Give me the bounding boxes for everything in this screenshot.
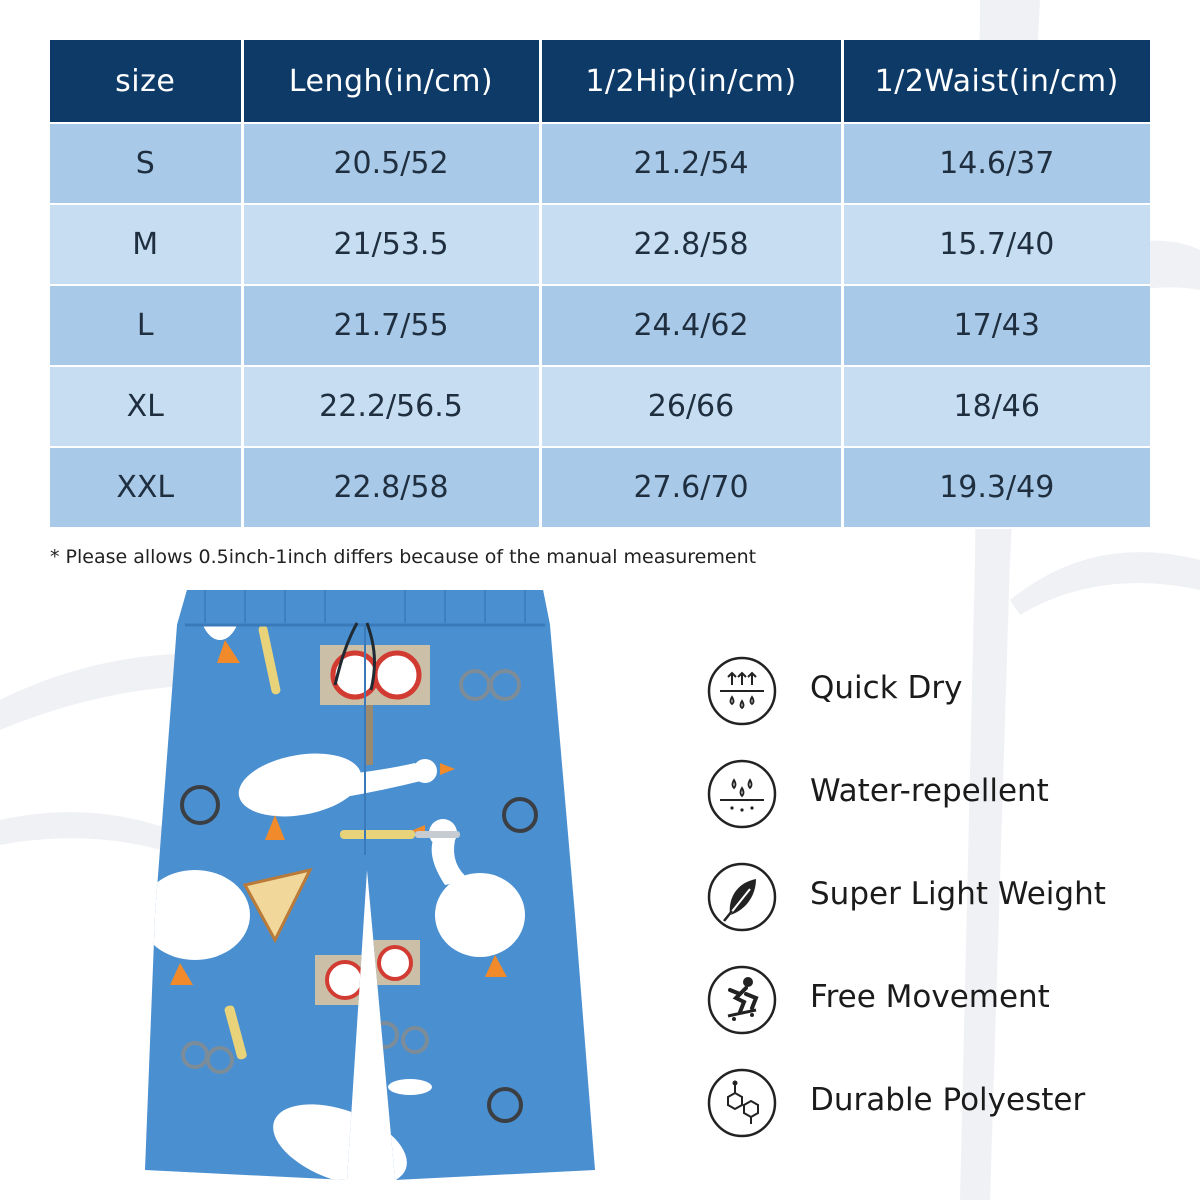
feature-label: Quick Dry	[810, 670, 963, 706]
measurement-note: * Please allows 0.5inch-1inch differs because of the manual measurement	[50, 546, 757, 568]
cell-length: 20.5/52	[242, 123, 540, 204]
cell-waist: 17/43	[842, 285, 1150, 366]
board-shorts-image	[125, 585, 605, 1185]
cell-length: 22.2/56.5	[242, 366, 540, 447]
cell-waist: 18/46	[842, 366, 1150, 447]
cell-hip: 26/66	[540, 366, 842, 447]
size-chart-table	[50, 40, 1150, 529]
feature-label: Durable Polyester	[810, 1082, 1086, 1118]
cell-waist: 15.7/40	[842, 204, 1150, 285]
cell-size: XL	[50, 366, 242, 447]
table-row	[50, 123, 1150, 204]
water-repellent-icon	[706, 758, 778, 830]
size-table-header	[50, 40, 1150, 123]
feature-free-movement	[706, 964, 1186, 1067]
cell-size: S	[50, 123, 242, 204]
header-length: Lengh(in/cm)	[242, 40, 540, 123]
feather-icon	[706, 861, 778, 933]
table-row	[50, 447, 1150, 528]
cell-size: XXL	[50, 447, 242, 528]
feature-durable	[706, 1067, 1186, 1170]
cell-hip: 22.8/58	[540, 204, 842, 285]
cell-hip: 24.4/62	[540, 285, 842, 366]
skateboarder-icon	[706, 964, 778, 1036]
feature-label: Free Movement	[810, 979, 1050, 1015]
cell-size: L	[50, 285, 242, 366]
molecule-icon	[706, 1067, 778, 1139]
cell-length: 21/53.5	[242, 204, 540, 285]
header-hip: 1/2Hip(in/cm)	[540, 40, 842, 123]
feature-quick-dry	[706, 655, 1186, 758]
feature-list	[706, 655, 1186, 1170]
cell-waist: 19.3/49	[842, 447, 1150, 528]
cell-length: 21.7/55	[242, 285, 540, 366]
cell-hip: 21.2/54	[540, 123, 842, 204]
table-row	[50, 285, 1150, 366]
feature-light-weight	[706, 861, 1186, 964]
cell-hip: 27.6/70	[540, 447, 842, 528]
cell-length: 22.8/58	[242, 447, 540, 528]
header-waist: 1/2Waist(in/cm)	[842, 40, 1150, 123]
table-row	[50, 204, 1150, 285]
feature-label: Water-repellent	[810, 773, 1049, 809]
feature-label: Super Light Weight	[810, 876, 1106, 912]
quick-dry-icon	[706, 655, 778, 727]
cell-size: M	[50, 204, 242, 285]
feature-water-repellent	[706, 758, 1186, 861]
table-row	[50, 366, 1150, 447]
header-size: size	[50, 40, 242, 123]
cell-waist: 14.6/37	[842, 123, 1150, 204]
